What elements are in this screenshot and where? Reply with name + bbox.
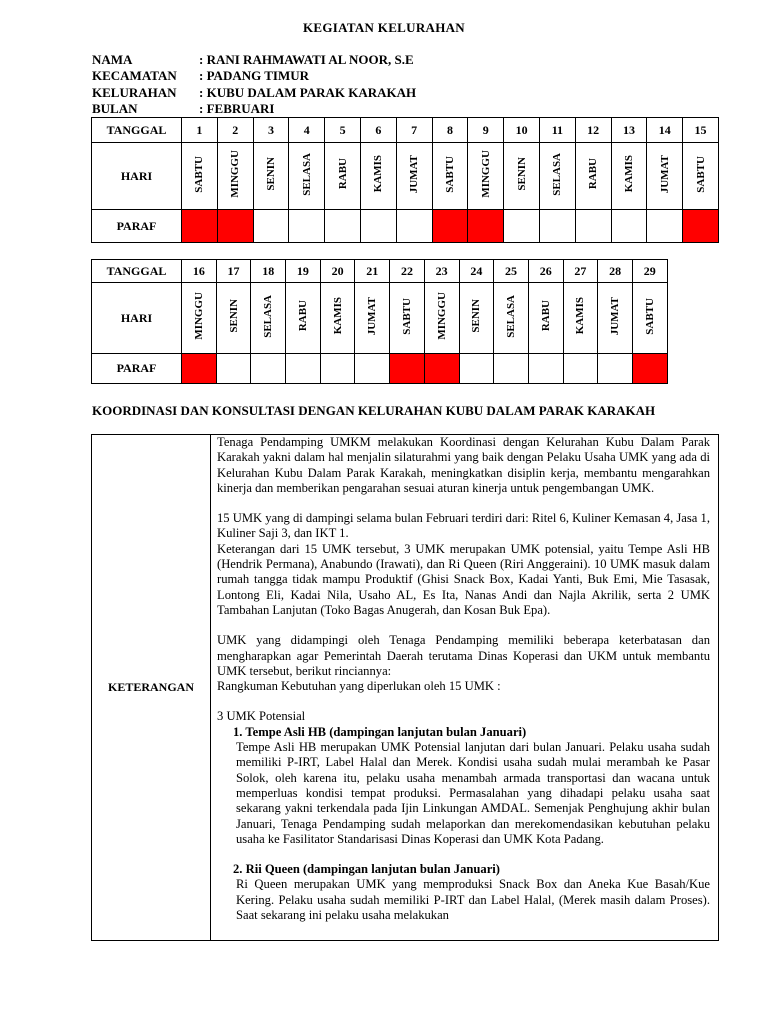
day-name: JUMAT: [366, 296, 379, 336]
day-name: MINGGU: [435, 292, 448, 340]
day-cell: [424, 283, 459, 354]
paraf-cell: [360, 210, 396, 243]
paraf-cell: [683, 210, 719, 243]
day-name: KAMIS: [574, 297, 587, 335]
calendar-table-1: [91, 117, 719, 243]
day-cell: [683, 143, 719, 210]
date-cell: 17: [216, 260, 251, 283]
paraf-cell: [289, 210, 325, 243]
date-cell: 24: [459, 260, 494, 283]
paraf-cell: [182, 210, 218, 243]
paraf-cell: [611, 210, 647, 243]
paraf-label: PARAF: [92, 354, 182, 384]
info-nama: [92, 52, 414, 68]
date-cell: 1: [182, 118, 218, 143]
day-cell: [325, 143, 361, 210]
day-cell: [459, 283, 494, 354]
day-cell: [217, 143, 253, 210]
paraf-cell: [459, 354, 494, 384]
paraf-cell: [286, 354, 321, 384]
day-name: SABTU: [443, 155, 456, 193]
day-name: MINGGU: [229, 150, 242, 198]
item-1-body: Tempe Asli HB merupakan UMK Potensial lanjutan dari bulan Januari. Pelaku usaha sudah memiliki P-IRT, Label Halal dan Merek. Kondisi usaha sudah mulai merambah ke Pasar Solok, oleh karena itu, pelaku usaha menambah armada transportasi dan wacana untuk memperluas kondisi tempat produksi. Permasalahan yang dihadapi pelaku usaha saat sekarang yakni terkendala pada Ijin Linkungan AMDAL. Semenjak Penghujung akhir bulan Januari, Tenaga Pendamping sudah melaporkan dan merekomendasikan kebutuhan pelaku usaha ke Fasilitator Standarisasi Dinas Koperasi dan UMK Kota Padang.: [236, 740, 710, 846]
paraf-cell: [396, 210, 432, 243]
tanggal-label: TANGGAL: [92, 118, 182, 143]
paraf-cell: [563, 354, 598, 384]
date-cell: 11: [539, 118, 575, 143]
date-cell: 10: [504, 118, 540, 143]
paraf-cell: [504, 210, 540, 243]
hari-label: HARI: [92, 143, 182, 210]
day-name: SELASA: [300, 152, 313, 196]
paraf-row: [92, 210, 719, 243]
day-cell: [563, 283, 598, 354]
date-cell: 22: [390, 260, 425, 283]
day-name: KAMIS: [331, 297, 344, 335]
day-cell: [632, 283, 667, 354]
day-cell: [320, 283, 355, 354]
date-cell: 26: [528, 260, 563, 283]
paraf-cell: [598, 354, 633, 384]
day-name: RABU: [587, 158, 600, 190]
day-name: SABTU: [694, 155, 707, 193]
day-cell: [182, 283, 217, 354]
info-label: KELURAHAN: [92, 85, 177, 100]
date-cell: 16: [182, 260, 217, 283]
info-bulan: [92, 101, 274, 117]
day-name: SENIN: [264, 157, 277, 191]
paraf-cell: [528, 354, 563, 384]
date-cell: 3: [253, 118, 289, 143]
date-cell: 23: [424, 260, 459, 283]
info-value: : RANI RAHMAWATI AL NOOR, S.E: [199, 52, 414, 67]
date-cell: 2: [217, 118, 253, 143]
day-cell: [575, 143, 611, 210]
paraf-cell: [432, 210, 468, 243]
paraf-cell: [253, 210, 289, 243]
day-name: SABTU: [193, 155, 206, 193]
date-cell: 14: [647, 118, 683, 143]
paraf-cell: [494, 354, 529, 384]
paraf-cell: [320, 354, 355, 384]
day-name: SENIN: [515, 157, 528, 191]
paraf-cell: [182, 354, 217, 384]
date-cell: 20: [320, 260, 355, 283]
day-name: SABTU: [400, 297, 413, 335]
tanggal-label: TANGGAL: [92, 260, 182, 283]
paraf-cell: [424, 354, 459, 384]
item-1-title: 1. Tempe Asli HB (dampingan lanjutan bulan Januari): [233, 724, 527, 739]
date-cell: 28: [598, 260, 633, 283]
paragraph-koordinasi: Tenaga Pendamping UMKM melakukan Koordinasi dengan Kelurahan Kubu Dalam Parak Karakah yakni dalam hal menjalin silaturahmi yang baik dengan Pelaku Usaha UMK yang ada di Kelurahan Kubu Dalam Parak Karakah, meningkatkan disiplin kerja, membantu mengarahkan kinerja dan memberikan pengarahan sesuai aturan kinerja untuk pengembangan UMK.: [217, 435, 710, 495]
day-cell: [539, 143, 575, 210]
section-heading: KOORDINASI DAN KONSULTASI DENGAN KELURAHAN KUBU DALAM PARAK KARAKAH: [92, 403, 656, 418]
paraf-cell: [647, 210, 683, 243]
date-cell: 29: [632, 260, 667, 283]
date-cell: 8: [432, 118, 468, 143]
info-value: : FEBRUARI: [199, 101, 275, 116]
keterangan-table: [91, 434, 719, 941]
date-cell: 5: [325, 118, 361, 143]
day-cell: [216, 283, 251, 354]
date-cell: 18: [251, 260, 286, 283]
day-cell: [355, 283, 390, 354]
tanggal-row: [92, 118, 719, 143]
day-name: KAMIS: [372, 155, 385, 193]
day-name: SENIN: [227, 299, 240, 333]
item-2-body: Ri Queen merupakan UMK yang memproduksi Snack Box dan Aneka Kue Basah/Kue Kering. Pelaku usaha sudah memiliki P-IRT dan Label Halal, (Merek masih dalam Proses). Saat sekarang ini pelaku usaha melakukan: [236, 877, 710, 923]
paraf-cell: [251, 354, 286, 384]
info-value: : KUBU DALAM PARAK KARAKAH: [199, 85, 417, 100]
date-cell: 19: [286, 260, 321, 283]
keterangan-label: KETERANGAN: [92, 435, 211, 941]
day-name: JUMAT: [609, 296, 622, 336]
info-label: KECAMATAN: [92, 68, 177, 83]
keterangan-content-cell: [211, 435, 719, 941]
hari-row: [92, 143, 719, 210]
date-cell: 13: [611, 118, 647, 143]
day-name: SELASA: [505, 294, 518, 338]
paraf-cell: [325, 210, 361, 243]
day-name: JUMAT: [408, 154, 421, 194]
hari-row: [92, 283, 668, 354]
day-cell: [598, 283, 633, 354]
day-name: JUMAT: [658, 154, 671, 194]
paraf-cell: [539, 210, 575, 243]
paraf-cell: [217, 210, 253, 243]
date-cell: 12: [575, 118, 611, 143]
paragraph-umk-detail: Keterangan dari 15 UMK tersebut, 3 UMK merupakan UMK potensial, yaitu Tempe Asli HB (Hendrik Permana), Anabundo (Irawati), dan Ri Queen (Riri Anggeraini). 10 UMK masuk dalam rumah tangga tidak mampu Produktif (Ghisi Snack Box, Kadai Yanti, Buk Emi, Mie Tasasak, Lontong Eli, Kadai Nila, Usaho AL, Es Ita, Nanas Andi dan Najla Akrilik, serta 2 UMK Tambahan Lanjutan (Toko Bagas Anugerah, dan Kosan Buk Epa).: [217, 541, 710, 617]
day-cell: [253, 143, 289, 210]
date-cell: 21: [355, 260, 390, 283]
paraf-cell: [632, 354, 667, 384]
day-name: RABU: [336, 158, 349, 190]
day-name: RABU: [539, 300, 552, 332]
day-name: MINGGU: [192, 292, 205, 340]
keterangan-content: [211, 435, 718, 940]
day-name: SELASA: [551, 152, 564, 196]
date-cell: 27: [563, 260, 598, 283]
paraf-row: [92, 354, 668, 384]
day-cell: [494, 283, 529, 354]
day-cell: [504, 143, 540, 210]
paraf-cell: [390, 354, 425, 384]
day-cell: [396, 143, 432, 210]
day-cell: [251, 283, 286, 354]
info-label: BULAN: [92, 101, 138, 116]
info-kelurahan: [92, 85, 416, 101]
date-cell: 15: [683, 118, 719, 143]
info-value: : PADANG TIMUR: [199, 68, 310, 83]
day-name: SENIN: [470, 299, 483, 333]
date-cell: 9: [468, 118, 504, 143]
day-cell: [390, 283, 425, 354]
day-cell: [611, 143, 647, 210]
info-label: NAMA: [92, 52, 133, 67]
day-name: SABTU: [643, 297, 656, 335]
day-cell: [528, 283, 563, 354]
day-name: MINGGU: [479, 150, 492, 198]
day-name: RABU: [296, 300, 309, 332]
day-cell: [468, 143, 504, 210]
date-cell: 25: [494, 260, 529, 283]
date-cell: 7: [396, 118, 432, 143]
day-cell: [647, 143, 683, 210]
day-name: KAMIS: [622, 155, 635, 193]
date-cell: 4: [289, 118, 325, 143]
day-cell: [360, 143, 396, 210]
info-kecamatan: [92, 68, 309, 84]
paraf-label: PARAF: [92, 210, 182, 243]
item-2-title: 2. Rii Queen (dampingan lanjutan bulan Januari): [233, 862, 500, 877]
paragraph-rangkuman: Rangkuman Kebutuhan yang diperlukan oleh 15 UMK :: [217, 679, 501, 694]
day-cell: [432, 143, 468, 210]
paraf-cell: [355, 354, 390, 384]
paraf-cell: [575, 210, 611, 243]
paragraph-keterbatasan: UMK yang didampingi oleh Tenaga Pendamping memiliki beberapa keterbatasan dan mengharapkan agar Pemerintah Daerah terutama Dinas Koperasi dan UKM untuk membantu UMK tersebut, berikut rinciannya:: [217, 633, 710, 678]
hari-label: HARI: [92, 283, 182, 354]
paraf-cell: [468, 210, 504, 243]
day-cell: [182, 143, 218, 210]
date-cell: 6: [360, 118, 396, 143]
day-name: SELASA: [262, 294, 275, 338]
paragraph-umk-count: 15 UMK yang di dampingi selama bulan Februari terdiri dari: Ritel 6, Kuliner Kemasan 4, Jasa 1, Kuliner Saji 3, dan IKT 1.: [217, 511, 710, 541]
tanggal-row: [92, 260, 668, 283]
day-cell: [286, 283, 321, 354]
paragraph-umk-potensial: 3 UMK Potensial: [217, 709, 306, 724]
paraf-cell: [216, 354, 251, 384]
document-title: KEGIATAN KELURAHAN: [302, 20, 465, 35]
day-cell: [289, 143, 325, 210]
calendar-table-2: [91, 259, 668, 384]
